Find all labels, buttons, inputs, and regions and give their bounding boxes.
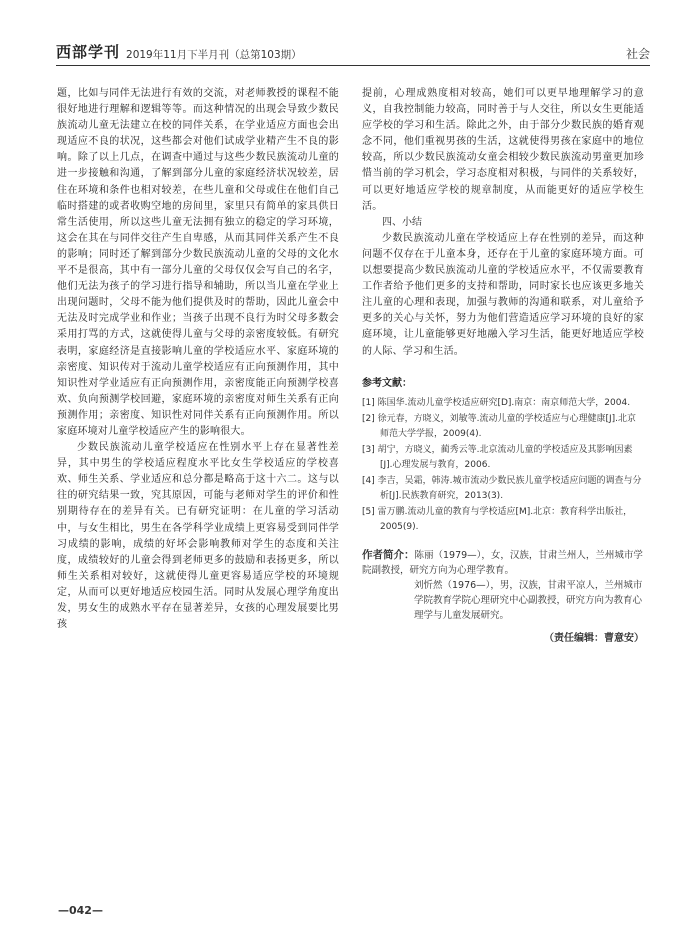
author-bio (362, 548, 644, 578)
author-bio-label: 作者简介： (362, 549, 415, 562)
page-number: —042— (58, 904, 103, 917)
reference-item: [4] 李吉，吴霜，韩涛.城市流动少数民族儿童学校适应问题的调查与分析[J].民族教育研究，2013(3). (362, 476, 642, 501)
body-paragraph: 题，比如与同伴无法进行有效的交流，对老师教授的课程不能很好地进行理解和逻辑等等。而这种情况的出现会导致少数民族流动儿童无法建立在校的同伴关系，在学业适应方面也会出现适应不良的状况，这些都会对他们试成学业精产生不良的影响。除了以上几点，在调查中通过与这些少数民族流动儿童的进一步接触和沟通，了解到部分儿童的家庭经济状况较差，居住在环境和条件也相对较差，在些儿童和父母或住在他们自己临时搭建的或者收购空地的房间里，家里只有简单的家具供日常生活使用，所以这些儿童无法拥有独立的稳定的学习环境，这会在其在与同伴交往产生自卑感，从而其同伴关系产生不良的影响；同时还了解到部分少数民族流动儿童的父母的文化水平不是很高，其中有一部分儿童的父母仅仅会写自己的名字，他们无法为孩子的学习进行指导和辅助，所以当儿童在学业上出现问题时，父母不能为他们提供及时的帮助，因此儿童会中无法及时完成学业和作业；当孩子出现不良行为时父母多数会采用打骂的方式，这就使得儿童与父母的亲密度较低。有研究表明，家庭经济是直接影响儿童的学校适应水平、家庭环境的亲密度、知识传对于流动儿童学校适应有正向预测作用，其中知识性对学业适应有正向预测作用，亲密度能正向预测学校喜欢、负向预测学校回避，家庭环境的亲密度对师生关系有正向预测作用；亲密度、知识性对同伴关系有正向预测作用。所以家庭环境对儿童学校适应产生的影响很大。 (57, 88, 339, 437)
body-paragraph: 少数民族流动儿童学校适应在性别水平上存在显著性差异，其中男生的学校适应程度水平比女生学校适应的学校喜欢、师生关系、学业适应和总分都是略高于这十六二。这与以往的研究结果一致，究其原因，可能与老师对学生的评价和性别期待存在的差异有关。已有研究证明：在儿童的学习活动中，与女生相比，男生在各学科学业成绩上更容易受到同伴学习成绩的影响，成绩的好坏会影响教师对学生的态度和关注度，成绩较好的儿童会得到老师更多的鼓励和表扬更多，所以师生关系相对较好，这就使得儿童更容易适应学校的环境规定，从而可以更好地适应校园生活。同时从发展心理学角度出发，男女生的成熟水平存在显著差异，女孩的心理发展要比男孩 (57, 442, 339, 631)
left-column (57, 86, 339, 633)
references-list (362, 396, 644, 535)
responsible-editor: （责任编辑：曹意安） (544, 633, 644, 645)
journal-masthead: 西部学刊 (56, 43, 121, 61)
reference-item: [3] 胡宁，方晓义，蔺秀云等.北京流动儿童的学校适应及其影响因素[J].心理发展与教育，2006. (362, 445, 633, 470)
issue-info: 2019年11月下半月刊（总第103期） (126, 49, 302, 61)
reference-item: [1] 陈国华.流动儿童学校适应研究[D].南京：南京师范大学，2004. (362, 397, 631, 408)
author-bio-2: 刘忻然（1976—），男，汉族，甘肃平凉人，兰州城市学院教育学院心理研究中心副教授，研究方向为教育心理学与儿童发展研究。 (414, 580, 643, 622)
header-left (56, 41, 302, 62)
references-title: 参考文献： (362, 377, 412, 389)
section-label: 社会 (625, 47, 650, 61)
body-paragraph-conclusion: 少数民族流动儿童在学校适应上存在性别的差异，而这种问题不仅存在于儿童本身，还存在于儿童的家庭环境方面。可以想要提高少数民族流动儿童的学校适应水平，不仅需要教育工作者给予他们更多的支持和帮助，同时家长也应该更多地关注儿童的心理和表现，加强与教师的沟通和联系，对儿童给予更多的关心与关怀，努力为他们营造适应学习环境的良好的家庭环境，让儿童能够更好地融入学习生活，能更好地适应学校的人际、学习和生活。 (362, 232, 644, 357)
reference-item: [2] 徐元春，方晓义，刘敏等.流动儿童的学校适应与心理健康[J].北京师范大学学报，2009(4). (362, 414, 637, 439)
body-paragraph-continued: 提前，心理成熟度相对较高，她们可以更早地理解学习的意义，自我控制能力较高，同时善于与人交往，所以女生更能适应学校的学习和生活。除此之外，由于部分少数民族的婚育观念不同，他们重视男孩的生活，这就使得男孩在家庭中的地位较高，所以少数民族流动女童会相较少数民族流动男童更加珍惜当前的学习机会，学习态度相对积极，与同伴的关系较好，可以更好地适应学校的规章制度，从而能更好的适应学校生活。 (362, 88, 644, 212)
running-header (56, 40, 650, 66)
section-heading-conclusion: 四、小结 (382, 216, 422, 228)
reference-item: [5] 雷万鹏.流动儿童的教育与学校适应[M].北京：教育科学出版社，2005(9). (362, 507, 633, 532)
right-column (362, 86, 644, 644)
author-bio-1: 陈丽（1979—），女，汉族，甘肃兰州人，兰州城市学院副教授，研究方向为心理学教育。 (362, 550, 643, 577)
